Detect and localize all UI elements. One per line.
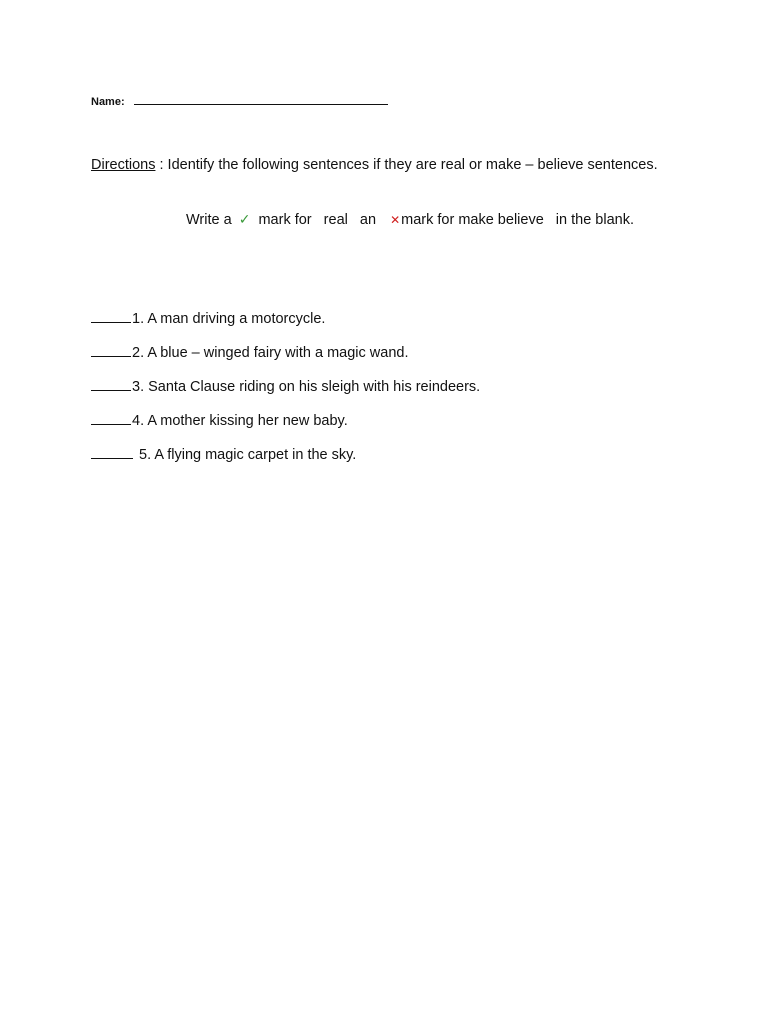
instruction-make-believe: mark for make believe	[401, 212, 544, 228]
answer-blank	[91, 376, 131, 391]
item-number: 1	[132, 311, 141, 327]
answer-blank	[91, 342, 131, 357]
item-text: . Santa Clause riding on his sleigh with his reindeers.	[140, 379, 481, 395]
instruction-in-blank: in the blank.	[555, 212, 634, 228]
name-blank	[134, 94, 388, 105]
item-text: A flying magic carpet in the sky.	[151, 447, 357, 463]
sentence-list	[91, 308, 480, 478]
name-label: Name:	[91, 96, 125, 108]
name-line	[91, 94, 388, 108]
item-number: 5.	[139, 447, 152, 463]
directions-label: Directions	[91, 157, 156, 173]
list-item	[91, 342, 480, 376]
instruction-an: an	[359, 212, 377, 228]
directions-text: : Identify the following sentences if they are real or make – believe sentences.	[155, 157, 658, 173]
list-item	[91, 410, 480, 444]
item-text: . A mother kissing her new baby.	[140, 413, 348, 429]
check-icon: ✓	[238, 211, 251, 227]
item-text: . A man driving a motorcycle.	[140, 311, 326, 327]
answer-blank	[91, 444, 133, 459]
list-item	[91, 444, 480, 478]
directions	[91, 153, 681, 177]
x-icon: ✕	[390, 213, 401, 227]
item-number: 2	[132, 345, 141, 361]
list-item	[91, 376, 480, 410]
instruction-mark-for: mark for	[258, 212, 312, 228]
list-item	[91, 308, 480, 342]
item-number: 4	[132, 413, 141, 429]
answer-blank	[91, 410, 131, 425]
answer-blank	[91, 308, 131, 323]
item-number: 3	[132, 379, 141, 395]
instruction-write-a: Write a	[186, 212, 232, 228]
instruction-real: real	[323, 212, 348, 228]
instruction-line	[186, 211, 634, 228]
item-text: . A blue – winged fairy with a magic wand.	[140, 345, 409, 361]
